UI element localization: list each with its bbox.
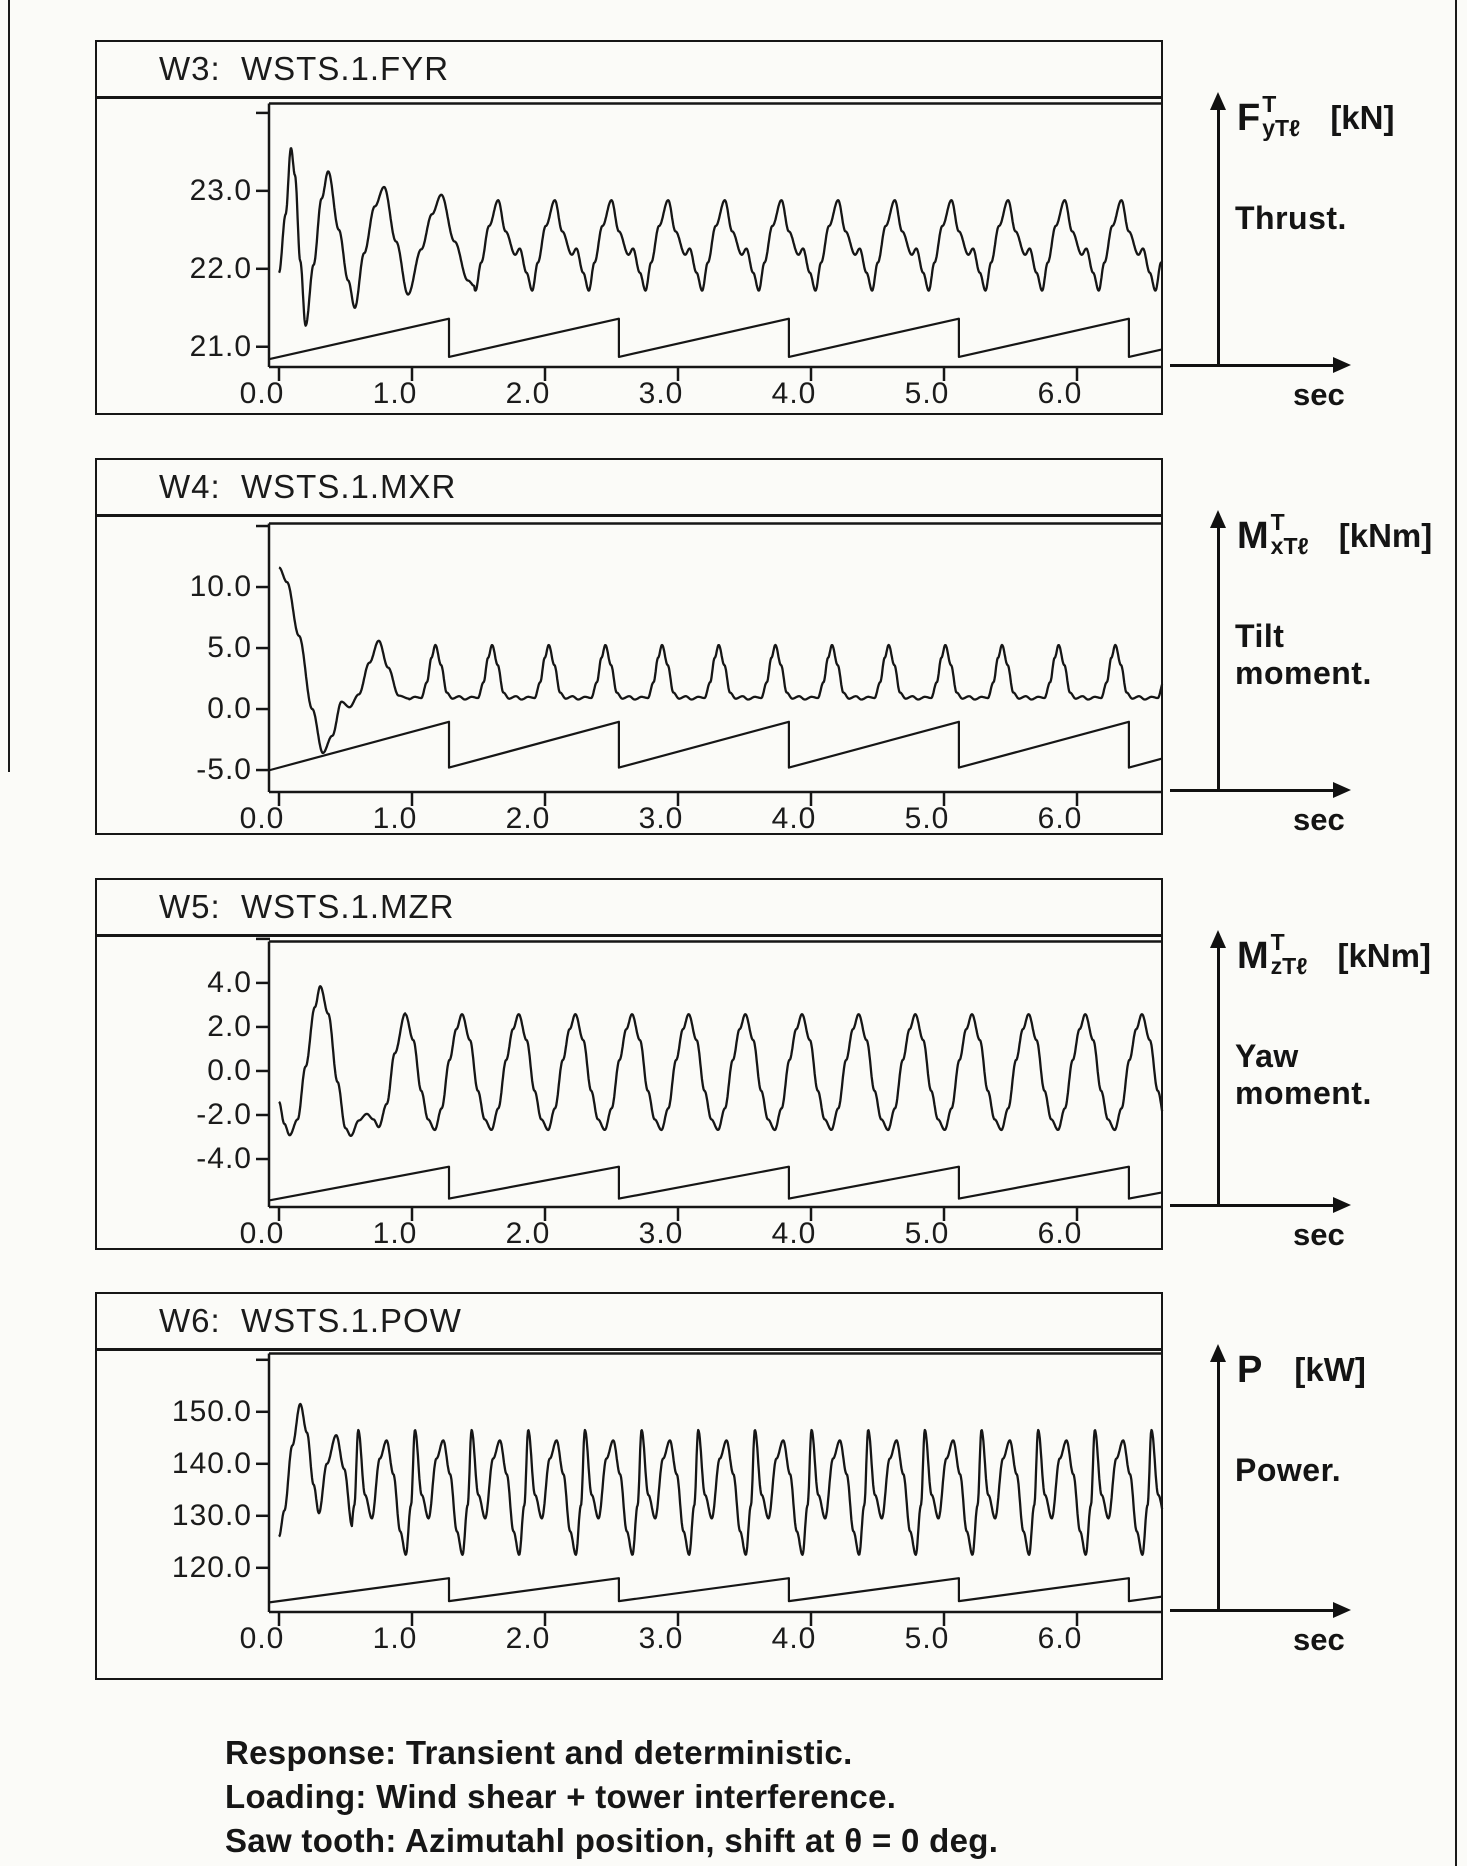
quantity-description: Yaw moment. bbox=[1235, 1038, 1372, 1111]
y-axis-symbol bbox=[1237, 91, 1395, 141]
plot-canvas bbox=[249, 522, 1162, 809]
y-tick-label: 140.0 bbox=[171, 1446, 252, 1480]
y-arrow-line bbox=[1217, 528, 1220, 792]
y-tick-label: 23.0 bbox=[189, 173, 252, 207]
panel-w5-yaw-moment bbox=[95, 878, 1431, 1252]
y-arrow-head-icon bbox=[1210, 92, 1226, 110]
panel-w6-power bbox=[95, 1292, 1366, 1680]
x-tick-label: 5.0 bbox=[904, 377, 950, 410]
y-arrow-line bbox=[1217, 948, 1220, 1207]
y-arrow-line bbox=[1217, 1362, 1220, 1612]
x-tick-label: 5.0 bbox=[904, 802, 950, 835]
x-tick-label: 3.0 bbox=[638, 377, 684, 410]
y-tick-label: -5.0 bbox=[196, 753, 252, 787]
x-tick-label: 4.0 bbox=[771, 1217, 817, 1250]
plot-canvas bbox=[249, 102, 1162, 384]
x-tick-label: 5.0 bbox=[904, 1217, 950, 1250]
y-arrow-head-icon bbox=[1210, 930, 1226, 948]
symbol-unit: [kNm] bbox=[1338, 517, 1433, 554]
x-tick-label: 0.0 bbox=[239, 377, 285, 410]
plot-title: W4: WSTS.1.MXR bbox=[159, 468, 457, 505]
x-tick-label: 2.0 bbox=[505, 377, 551, 410]
y-tick-label: 5.0 bbox=[207, 631, 252, 665]
x-tick-label: 6.0 bbox=[1037, 1622, 1083, 1655]
x-tick-label: 5.0 bbox=[904, 1622, 950, 1655]
symbol-main: F bbox=[1237, 97, 1261, 139]
x-tick-label: 3.0 bbox=[638, 1217, 684, 1250]
y-tick-label: 4.0 bbox=[207, 965, 252, 999]
x-tick-label: 1.0 bbox=[372, 802, 418, 835]
symbol-unit: [kN] bbox=[1330, 99, 1395, 136]
symbol-main: P bbox=[1237, 1349, 1263, 1391]
y-tick-label: -2.0 bbox=[196, 1097, 252, 1131]
y-tick-label: 2.0 bbox=[207, 1009, 252, 1043]
x-tick-label: 2.0 bbox=[505, 1217, 551, 1250]
x-tick-label: 6.0 bbox=[1037, 377, 1083, 410]
caption-line-loading: Loading: Wind shear + tower interference. bbox=[225, 1778, 897, 1815]
y-tick-label: 0.0 bbox=[207, 692, 252, 726]
x-arrow-line bbox=[1170, 364, 1333, 367]
plot-title-bar bbox=[97, 880, 1161, 937]
x-axis-unit: sec bbox=[1293, 1217, 1345, 1252]
symbol-sup: T bbox=[1270, 929, 1285, 955]
plot-title-bar bbox=[97, 460, 1161, 517]
x-tick-label: 1.0 bbox=[372, 1622, 418, 1655]
plot-title: W3: WSTS.1.FYR bbox=[159, 50, 450, 87]
x-arrow-line bbox=[1170, 789, 1333, 792]
x-tick-label: 0.0 bbox=[239, 1217, 285, 1250]
y-tick-label: 120.0 bbox=[171, 1550, 252, 1584]
x-arrow-head-icon bbox=[1333, 357, 1351, 373]
quantity-description: Tilt moment. bbox=[1235, 618, 1372, 691]
x-arrow-head-icon bbox=[1333, 1197, 1351, 1213]
y-tick-label: -4.0 bbox=[196, 1142, 252, 1175]
x-arrow-head-icon bbox=[1333, 1602, 1351, 1618]
y-tick-label: 0.0 bbox=[207, 1053, 252, 1087]
plot-canvas bbox=[249, 1352, 1162, 1629]
y-tick-label: 22.0 bbox=[189, 251, 252, 285]
symbol-unit: [kW] bbox=[1294, 1351, 1366, 1388]
panel-w4-tilt-moment bbox=[95, 458, 1433, 837]
x-tick-label: 1.0 bbox=[372, 1217, 418, 1250]
x-tick-label: 0.0 bbox=[239, 802, 285, 835]
x-axis-unit: sec bbox=[1293, 1622, 1345, 1657]
x-tick-label: 6.0 bbox=[1037, 802, 1083, 835]
y-arrow-head-icon bbox=[1210, 1344, 1226, 1362]
symbol-unit: [kNm] bbox=[1337, 937, 1431, 974]
plot-frame bbox=[95, 40, 1163, 415]
plot-frame bbox=[95, 1292, 1163, 1680]
quantity-description: Thrust. bbox=[1235, 200, 1347, 236]
x-tick-label: 3.0 bbox=[638, 1622, 684, 1655]
symbol-sub: zTℓ bbox=[1270, 953, 1308, 979]
caption-line-sawtooth: Saw tooth: Azimutahl position, shift at θ = 0 deg. bbox=[225, 1822, 999, 1859]
symbol-main: M bbox=[1237, 515, 1269, 557]
plot-title: W5: WSTS.1.MZR bbox=[159, 888, 455, 925]
plot-title: W6: WSTS.1.POW bbox=[159, 1302, 462, 1339]
symbol-sup: T bbox=[1262, 91, 1277, 117]
x-tick-label: 2.0 bbox=[505, 802, 551, 835]
x-tick-label: 0.0 bbox=[239, 1622, 285, 1655]
figure-caption bbox=[225, 1731, 1205, 1863]
x-tick-label: 1.0 bbox=[372, 377, 418, 410]
plot-title-bar bbox=[97, 1294, 1161, 1351]
plot-frame bbox=[95, 878, 1163, 1250]
x-tick-label: 4.0 bbox=[771, 1622, 817, 1655]
x-axis-unit: sec bbox=[1293, 802, 1345, 837]
y-tick-label: 21.0 bbox=[189, 329, 252, 363]
y-tick-label: 130.0 bbox=[171, 1498, 252, 1532]
y-arrow-line bbox=[1217, 110, 1220, 367]
y-axis-symbol bbox=[1237, 1350, 1366, 1390]
symbol-sub: xTℓ bbox=[1270, 533, 1309, 559]
symbol-sub: yTℓ bbox=[1262, 115, 1301, 141]
quantity-description: Power. bbox=[1235, 1452, 1342, 1488]
x-arrow-head-icon bbox=[1333, 782, 1351, 798]
plot-title-bar bbox=[97, 42, 1161, 99]
x-arrow-line bbox=[1170, 1609, 1333, 1612]
symbol-main: M bbox=[1237, 935, 1269, 977]
x-axis-unit: sec bbox=[1293, 377, 1345, 412]
page-border-left bbox=[8, 0, 10, 772]
plot-canvas bbox=[249, 940, 1162, 1224]
symbol-sup: T bbox=[1270, 509, 1285, 535]
x-tick-label: 2.0 bbox=[505, 1622, 551, 1655]
x-tick-label: 6.0 bbox=[1037, 1217, 1083, 1250]
page-border-right bbox=[1455, 0, 1457, 1866]
x-arrow-line bbox=[1170, 1204, 1333, 1207]
x-tick-label: 4.0 bbox=[771, 377, 817, 410]
panel-w3-thrust bbox=[95, 40, 1395, 415]
y-axis-symbol bbox=[1237, 929, 1431, 979]
plot-frame bbox=[95, 458, 1163, 835]
caption-line-response: Response: Transient and deterministic. bbox=[225, 1734, 853, 1771]
x-tick-label: 4.0 bbox=[771, 802, 817, 835]
y-arrow-head-icon bbox=[1210, 510, 1226, 528]
x-tick-label: 3.0 bbox=[638, 802, 684, 835]
y-tick-label: 10.0 bbox=[189, 570, 252, 604]
y-tick-label: 150.0 bbox=[171, 1394, 252, 1428]
y-axis-symbol bbox=[1237, 509, 1433, 559]
